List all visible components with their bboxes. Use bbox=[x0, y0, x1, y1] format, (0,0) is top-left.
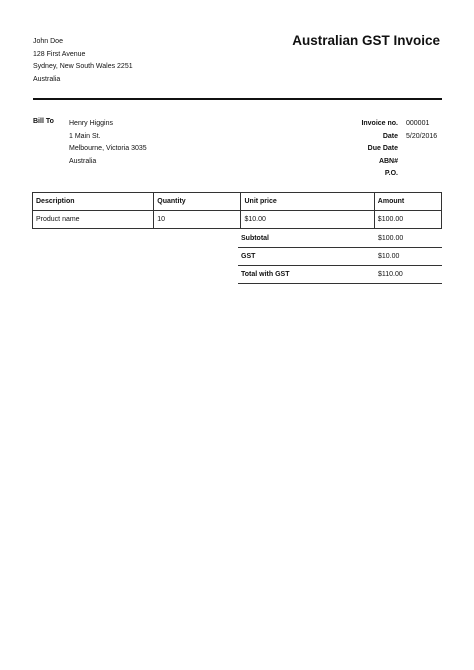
total-with-gst-row bbox=[238, 266, 442, 284]
total-with-gst-label: Total with GST bbox=[241, 271, 290, 278]
column-header-unit-price: Unit price bbox=[241, 193, 374, 211]
meta-value bbox=[398, 168, 442, 181]
meta-value bbox=[398, 143, 442, 156]
column-header-amount: Amount bbox=[374, 193, 441, 211]
meta-label: Due Date bbox=[367, 145, 398, 152]
subtotal-row bbox=[238, 230, 442, 248]
sender-address-line2: Sydney, New South Wales 2251 bbox=[33, 63, 133, 70]
column-header-description: Description bbox=[33, 193, 154, 211]
bill-to-country: Australia bbox=[69, 157, 97, 165]
subtotal-value: $100.00 bbox=[378, 235, 404, 242]
cell-quantity: 10 bbox=[154, 211, 241, 229]
bill-to-address bbox=[69, 118, 147, 168]
bill-to-address-line2: Melbourne, Victoria 3035 bbox=[69, 145, 147, 152]
meta-row-invoice-no bbox=[330, 118, 442, 131]
table-row bbox=[33, 211, 442, 229]
totals-section bbox=[238, 230, 442, 284]
line-items-table bbox=[32, 192, 442, 229]
meta-label: Invoice no. bbox=[361, 120, 398, 127]
bill-to-label: Bill To bbox=[33, 118, 54, 125]
total-with-gst-value: $110.00 bbox=[378, 271, 403, 278]
bill-to-name: Henry Higgins bbox=[69, 120, 113, 127]
table-header-row bbox=[33, 193, 442, 211]
meta-label: Date bbox=[382, 132, 398, 140]
sender-country: Australia bbox=[33, 75, 61, 83]
meta-row-po bbox=[330, 168, 442, 181]
cell-description: Product name bbox=[33, 211, 154, 229]
sender-address bbox=[33, 36, 133, 86]
gst-label: GST bbox=[241, 253, 256, 260]
gst-row bbox=[238, 248, 442, 266]
meta-label: P.O. bbox=[384, 170, 398, 177]
meta-label: ABN# bbox=[378, 157, 398, 165]
subtotal-label: Subtotal bbox=[241, 235, 269, 242]
cell-unit-price: $10.00 bbox=[241, 211, 374, 229]
meta-value: 000001 bbox=[406, 120, 430, 127]
meta-row-date bbox=[330, 131, 442, 144]
meta-row-abn bbox=[330, 156, 442, 169]
meta-value bbox=[398, 156, 442, 169]
meta-value: 5/20/2016 bbox=[406, 132, 438, 140]
meta-row-due-date bbox=[330, 143, 442, 156]
invoice-title: Australian GST Invoice bbox=[292, 33, 440, 48]
column-header-quantity: Quantity bbox=[154, 193, 241, 211]
sender-name: John Doe bbox=[33, 38, 63, 45]
sender-address-line1: 128 First Avenue bbox=[33, 50, 86, 58]
gst-value: $10.00 bbox=[378, 253, 400, 260]
cell-amount: $100.00 bbox=[374, 211, 441, 229]
bill-to-address-line1: 1 Main St. bbox=[69, 132, 101, 140]
header-divider bbox=[33, 98, 442, 100]
invoice-meta bbox=[330, 118, 442, 181]
